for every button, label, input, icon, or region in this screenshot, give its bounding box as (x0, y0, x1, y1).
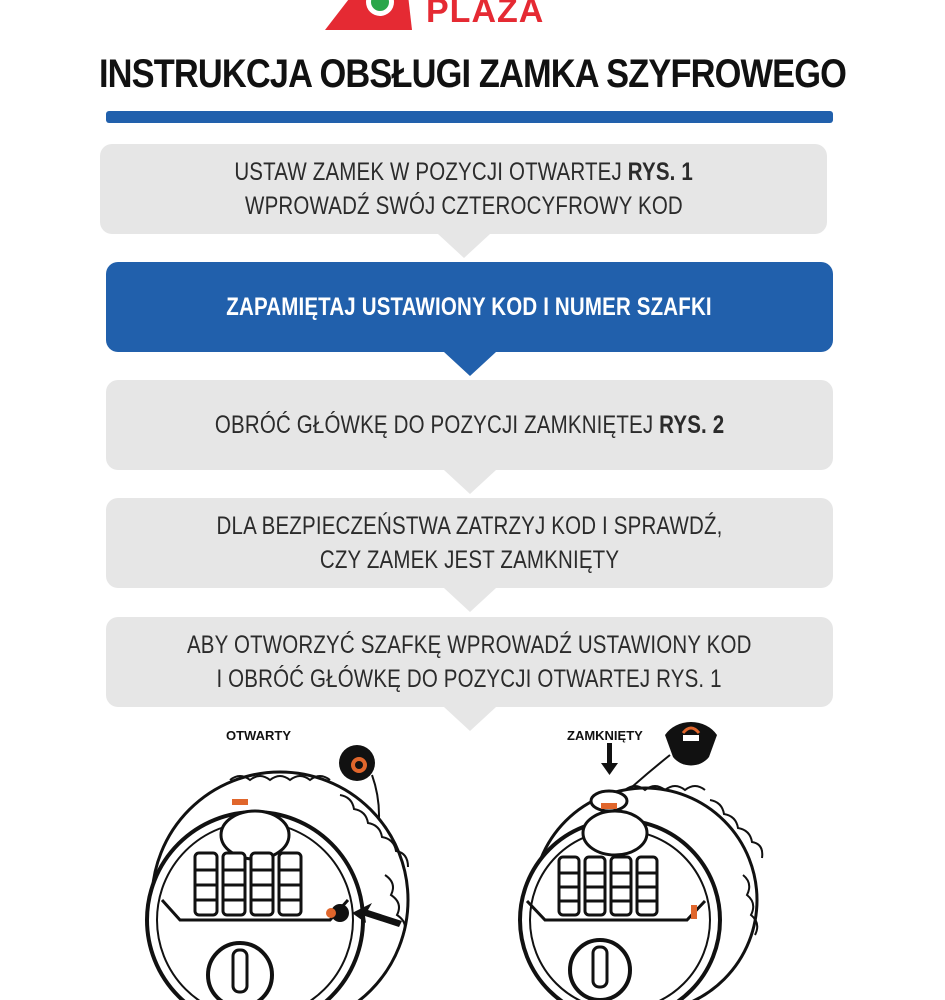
figure-ref: RYS. 2 (659, 411, 725, 439)
step-3-line-1: OBRÓĆ GŁÓWKĘ DO POZYCJI ZAMKNIĘTEJ RYS. 2 (214, 411, 725, 439)
step-3 (106, 380, 833, 470)
step-5-line-1: ABY OTWORZYĆ SZAFKĘ WPROWADŹ USTAWIONY KOD (187, 631, 752, 659)
step-5 (106, 617, 833, 707)
page-title: INSTRUKCJA OBSŁUGI ZAMKA SZYFROWEGO (98, 52, 847, 96)
step-1 (100, 144, 827, 234)
brand-logo (0, 0, 945, 40)
title-underline (106, 111, 833, 123)
closed-lock-illustration (505, 715, 775, 1000)
step-2-line-1: ZAPAMIĘTAJ USTAWIONY KOD I NUMER SZAFKI (226, 293, 713, 321)
step-4-line-2: CZY ZAMEK JEST ZAMKNIĘTY (319, 546, 620, 574)
step-4 (106, 498, 833, 588)
step-1-line-1: USTAW ZAMEK W POZYCJI OTWARTEJ RYS. 1 (234, 158, 693, 186)
open-lock-illustration (140, 735, 430, 1000)
figure-ref: RYS. 1 (627, 158, 693, 186)
open-figure-label: OTWARTY (226, 728, 291, 743)
step-2-highlight (106, 262, 833, 352)
brand-name: PLAZA (426, 0, 545, 30)
step-5-line-2: I OBRÓĆ GŁÓWKĘ DO POZYCJI OTWARTEJ RYS. 1 (216, 665, 723, 693)
closed-figure-label: ZAMKNIĘTY (567, 728, 643, 743)
step-4-line-1: DLA BEZPIECZEŃSTWA ZATRZYJ KOD I SPRAWDŹ, (216, 512, 723, 540)
step-1-line-2: WPROWADŹ SWÓJ CZTEROCYFROWY KOD (244, 192, 683, 220)
